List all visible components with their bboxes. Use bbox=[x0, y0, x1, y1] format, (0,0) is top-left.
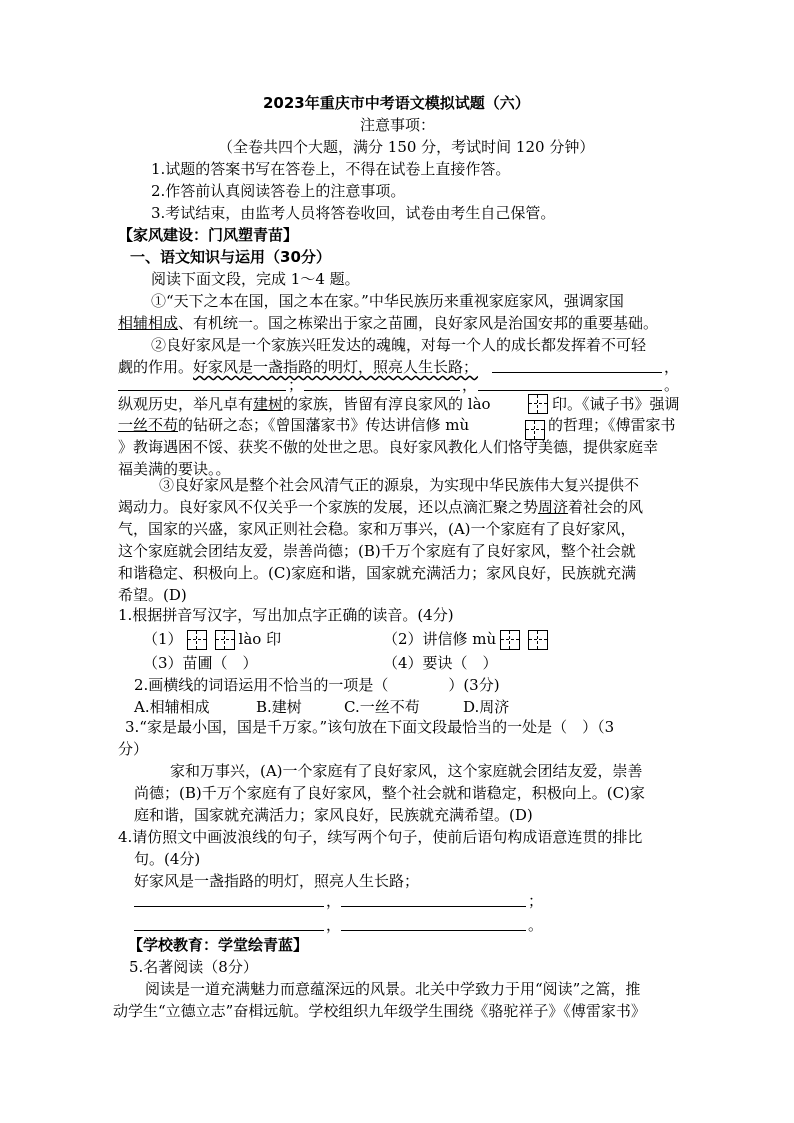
page-title: 2023年重庆市中考语文模拟试题（六） bbox=[263, 94, 530, 112]
notice-item: 3.考试结束，由监考人员将答卷收回，试卷由考生自己保管。 bbox=[151, 204, 556, 222]
q2-option-a[interactable]: A.相辅相成 bbox=[134, 698, 210, 716]
q2-option-d[interactable]: D.周济 bbox=[463, 698, 510, 716]
para3-line: ③良好家风是整个社会风清气正的源泉，为实现中华民族伟大复兴提供不 bbox=[159, 476, 640, 494]
answer-blank[interactable] bbox=[118, 390, 286, 391]
q1-item-b: （2）讲信修 mù bbox=[383, 628, 552, 650]
question-1-stem: 1.根据拼音写汉字，写出加点字正确的读音。(4分) bbox=[118, 606, 454, 624]
answer-blank[interactable] bbox=[478, 390, 662, 391]
para2-line: 一丝不苟的钻研之态；《曾国藩家书》传达讲信修 mù bbox=[118, 416, 470, 434]
para1-line: 相辅相成、有机统一。国之栋梁出于家之苗圃，良好家风是治国安邦的重要基础。 bbox=[118, 314, 659, 332]
part1-heading: 一、语文知识与运用（30分） bbox=[130, 248, 331, 266]
para2-line: ②良好家风是一个家族兴旺发达的魂魄，对每一个人的成长都发挥着不可轻 bbox=[151, 336, 647, 354]
answer-blank[interactable] bbox=[341, 930, 526, 931]
q2-option-b[interactable]: B.建树 bbox=[256, 698, 302, 716]
wavy-sentence: 好家风是一盏指路的明灯，照亮人生长路； bbox=[193, 358, 479, 376]
underlined-term: 相辅相成 bbox=[118, 314, 179, 332]
answer-blank[interactable] bbox=[134, 930, 324, 931]
question-3-stem: 3.“家是最小国，国是千万家。”该句放在下面文段最恰当的一处是（ ）（3 bbox=[125, 718, 615, 736]
q5-passage-line: 动学生“立德立志”奋楫远航。学校组织九年级学生围绕《骆驼祥子》《傅雷家书》 bbox=[113, 1002, 646, 1020]
answer-blank[interactable] bbox=[304, 390, 460, 391]
question-4-stem: 4.请仿照文中画波浪线的句子，续写两个句子，使前后语句构成语意连贯的排比 bbox=[118, 828, 643, 846]
para3-line: 这个家庭就会团结友爱，崇善尚德；(B)千万个家庭有了良好家风，整个社会就 bbox=[118, 542, 636, 560]
para2-line: 》教诲遇困不馁、获奖不傲的处世之思。良好家风教化人们恪守美德，提供家庭幸 bbox=[118, 438, 659, 456]
underlined-term: 一丝不苟 bbox=[118, 416, 179, 434]
para3-line: 竭动力。良好家风不仅关乎一个家族的发展，还以点滴汇聚之势周济着社会的风 bbox=[118, 498, 644, 516]
section-banner-school: 【学校教育：学堂绘青蓝】 bbox=[128, 936, 309, 954]
tianzi-grid-box[interactable] bbox=[215, 630, 235, 650]
q4-lead-sentence: 好家风是一盏指路的明灯，照亮人生长路； bbox=[134, 872, 420, 890]
tianzi-grid-box[interactable] bbox=[187, 630, 207, 650]
para3-line: 气，国家的兴盛，家风正则社会稳。家和万事兴，(A)一个家庭有了良好家风， bbox=[118, 520, 636, 538]
tianzi-grid-box[interactable] bbox=[500, 630, 520, 650]
para2-line: 觑的作用。好家风是一盏指路的明灯，照亮人生长路； bbox=[118, 358, 479, 376]
q1-item-d: （4）要诀（ ） bbox=[383, 654, 498, 672]
answer-blank[interactable] bbox=[134, 906, 324, 907]
q3-passage-line: 家和万事兴，(A)一个家庭有了良好家风，这个家庭就会团结友爱，崇善 bbox=[170, 762, 643, 780]
q2-option-c[interactable]: C.一丝不苟 bbox=[344, 698, 420, 716]
para3-line: 希望。(D) bbox=[118, 586, 187, 604]
tianzi-grid-box[interactable] bbox=[528, 630, 548, 650]
question-3-stem: 分） bbox=[118, 740, 149, 758]
underlined-term: 周济 bbox=[538, 498, 569, 516]
question-4-stem: 句。(4分) bbox=[134, 850, 201, 868]
notice-item: 1.试题的答案书写在答卷上，不得在试卷上直接作答。 bbox=[151, 160, 511, 178]
answer-blank[interactable] bbox=[492, 372, 662, 373]
question-2-stem: 2.画横线的词语运用不恰当的一项是（ ）(3分) bbox=[134, 676, 500, 694]
q5-passage-line: 阅读是一道充满魅力而意蕴深远的风景。北关中学致力于用“阅读”之篙，推 bbox=[145, 980, 641, 998]
q3-passage-line: 尚德；(B)千万个家庭有了良好家风，整个社会就和谐稳定，积极向上。(C)家 bbox=[134, 784, 645, 802]
q1-item-a: （1） lào 印 bbox=[143, 630, 282, 648]
underlined-term: 建树 bbox=[253, 395, 284, 413]
notice-meta: （全卷共四个大题，满分 150 分，考试时间 120 分钟） bbox=[218, 138, 595, 156]
answer-blank[interactable] bbox=[341, 906, 526, 907]
notice-item: 2.作答前认真阅读答卷上的注意事项。 bbox=[151, 182, 406, 200]
read-instruction: 阅读下面文段，完成 1～4 题。 bbox=[151, 270, 360, 288]
para1-line: ①“天下之本在国，国之本在家。”中华民族历来重视家庭家风，强调家国 bbox=[151, 292, 624, 310]
tianzi-grid-box[interactable] bbox=[528, 394, 548, 414]
q1-item-c: （3）苗圃（ ） bbox=[143, 654, 258, 672]
para3-line: 和谐稳定、积极向上。(C)家庭和谐，国家就充满活力；家风良好，民族就充满 bbox=[118, 564, 637, 582]
q3-passage-line: 庭和谐，国家就充满活力；家风良好，民族就充满希望。(D) bbox=[134, 806, 533, 824]
question-5-stem: 5.名著阅读（8分） bbox=[129, 958, 258, 976]
para2-line: 福美满的要诀。。 bbox=[118, 460, 231, 478]
section-banner-family: 【家风建设：门风塑青苗】 bbox=[118, 226, 299, 244]
notice-heading: 注意事项： bbox=[360, 116, 436, 134]
para2-line: 纵观历史，举凡卓有建树的家族，皆留有淳良家风的 lào bbox=[118, 395, 491, 413]
